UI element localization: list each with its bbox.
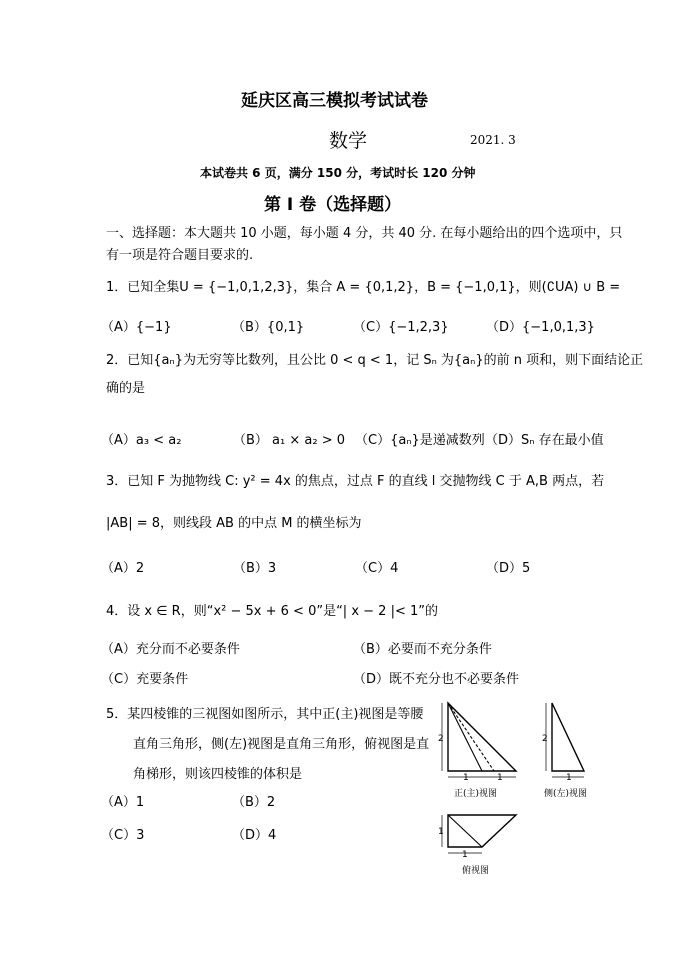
question-2-option-a: （A）a₃ < a₂ [101,433,182,448]
side-height-label: 2 [542,734,548,744]
top-height-label: 1 [438,827,444,837]
instructions-line-2: 有一项是符合题目要求的. [106,248,254,263]
question-3-option-d: （D）5 [486,561,531,576]
question-5-option-a: （A）1 [101,795,145,810]
question-1-option-d: （D）{−1,0,1,3} [486,320,595,335]
top-view [438,815,516,860]
question-2-stem-line-1: 2．已知{aₙ}为无穷等比数列，且公比 0 < q < 1，记 Sₙ 为{aₙ}的前 n 项和，则下面结论正 [106,353,644,368]
question-3-option-b: （B）3 [233,561,277,576]
front-height-label: 2 [438,734,444,744]
top-width-label: 1 [462,850,468,860]
question-1-option-b: （B）{0,1} [232,320,305,335]
question-5-stem-line-1: 5．某四棱锥的三视图如图所示，其中正(主)视图是等腰 [106,707,424,722]
front-width-label-1: 1 [463,773,469,783]
question-1-stem: 1．已知全集U = {−1,0,1,2,3}，集合 A = {0,1,2}，B = {−1,0,1}，则(∁UA) ∪ B = [106,280,621,295]
question-2-option-c: （C）{aₙ}是递减数列 [355,433,485,448]
side-view-caption: 侧(左)视图 [544,789,588,799]
question-2-option-d: （D）Sₙ 存在最小值 [485,433,604,448]
question-2-option-b: （B） a₁ × a₂ > 0 [233,433,345,448]
part-title: 第 I 卷（选择题） [264,195,402,215]
question-3-option-a: （A）2 [101,561,145,576]
question-4-option-d: （D）既不充分也不必要条件 [353,672,520,687]
question-5-option-c: （C）3 [101,828,145,843]
question-5-option-d: （D）4 [232,828,277,843]
question-1-option-a: （A）{−1} [101,320,172,335]
subject-title: 数学 [329,130,368,152]
question-5-option-b: （B）2 [232,795,276,810]
question-5-stem-line-3: 角梯形，则该四棱锥的体积是 [133,767,303,782]
question-1-option-c: （C）{−1,2,3} [353,320,449,335]
question-4-stem: 4．设 x ∈ R，则“x² − 5x + 6 < 0”是“| x − 2 |< 1”的 [106,604,438,619]
question-4-option-a: （A）充分而不必要条件 [101,642,240,657]
instructions-line-1: 一、选择题：本大题共 10 小题，每小题 4 分，共 40 分. 在每小题给出的四个选项中，只 [106,226,623,241]
front-width-label-2: 1 [497,773,503,783]
three-view-figure [430,695,630,885]
question-3-stem-line-1: 3．已知 F 为抛物线 C: y² = 4x 的焦点，过点 F 的直线 l 交抛物线 C 于 A,B 两点，若 [106,474,605,489]
front-view-caption: 正(主)视图 [454,789,498,799]
top-view-caption: 俯视图 [462,866,490,876]
question-3-option-c: （C）4 [355,561,399,576]
side-view [542,703,584,783]
question-5-stem-line-2: 直角三角形，侧(左)视图是直角三角形，俯视图是直 [133,737,430,752]
front-view [438,703,516,783]
question-4-option-b: （B）必要而不充分条件 [353,642,492,657]
question-3-stem-line-2: |AB| = 8，则线段 AB 的中点 M 的横坐标为 [106,516,362,531]
question-2-stem-line-2: 确的是 [106,381,146,396]
page-title: 延庆区高三模拟考试试卷 [241,91,428,111]
side-width-label: 1 [566,773,572,783]
exam-date: 2021. 3 [470,133,516,147]
exam-info: 本试卷共 6 页，满分 150 分，考试时长 120 分钟 [200,166,476,180]
question-4-option-c: （C）充要条件 [101,672,189,687]
